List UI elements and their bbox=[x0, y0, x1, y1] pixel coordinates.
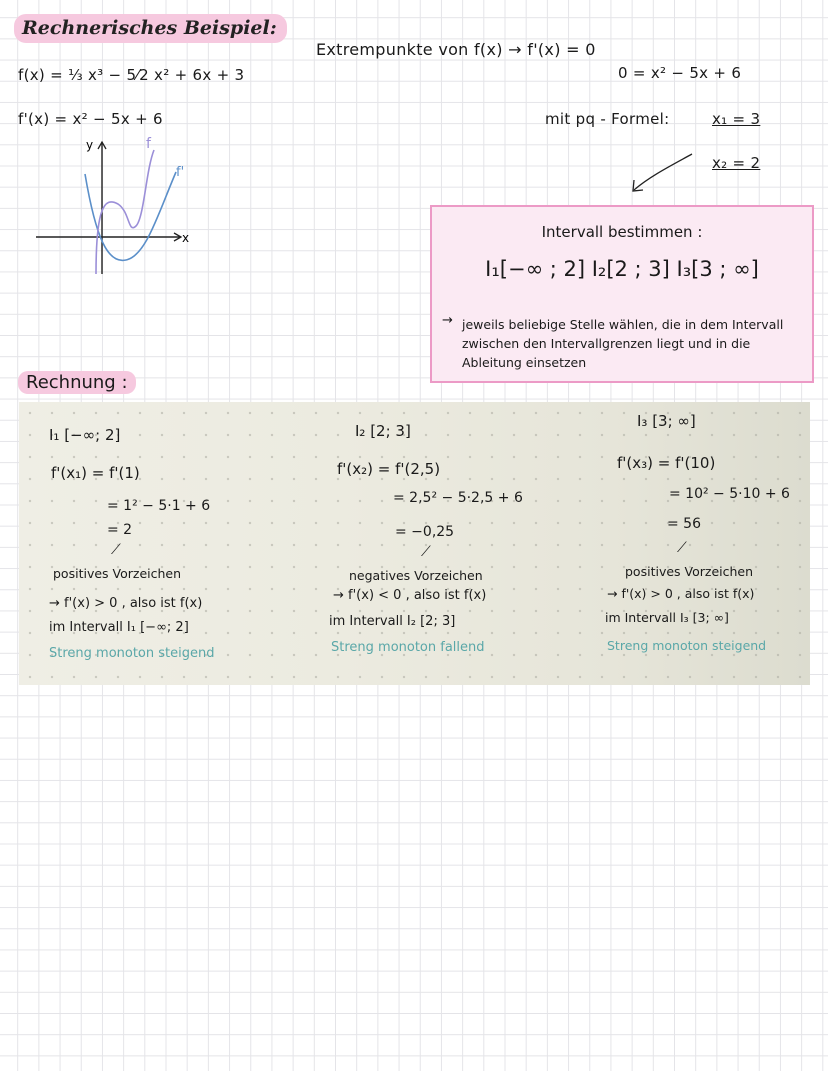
column-interval: I₃ [3; ∞] bbox=[637, 412, 696, 430]
root-x2: x₂ = 2 bbox=[712, 154, 761, 172]
function-graph bbox=[30, 134, 200, 274]
column-interval: I₂ [2; 3] bbox=[355, 422, 411, 440]
calc-step: = 10² − 5·10 + 6 bbox=[669, 486, 790, 502]
conclusion-interval: im Intervall I₁ [−∞; 2] bbox=[49, 620, 189, 635]
column-interval: I₁ [−∞; 2] bbox=[49, 426, 121, 444]
page-title: Rechnerisches Beispiel: bbox=[14, 14, 287, 43]
interval-list: I₁[−∞ ; 2] I₂[2 ; 3] I₃[3 ; ∞] bbox=[485, 257, 759, 281]
derivative-eval: f'(x₃) = f'(10) bbox=[617, 454, 716, 472]
sign-label: positives Vorzeichen bbox=[625, 564, 754, 579]
monotony-result: Streng monoton fallend bbox=[331, 640, 485, 655]
calc-result: = −0,25 bbox=[395, 524, 455, 540]
calc-column-3 bbox=[607, 402, 807, 685]
note-arrow-icon: → bbox=[442, 313, 453, 328]
calc-column-1 bbox=[49, 402, 289, 685]
tick-mark: ⟋ bbox=[111, 542, 121, 558]
derivative-definition: f'(x) = x² − 5x + 6 bbox=[18, 110, 163, 128]
fprime-label: f' bbox=[176, 165, 185, 180]
conclusion-interval: im Intervall I₂ [2; 3] bbox=[329, 614, 456, 629]
extrema-heading: Extrempunkte von f(x) → f'(x) = 0 bbox=[316, 40, 596, 59]
calc-step: = 2,5² − 5·2,5 + 6 bbox=[393, 490, 523, 506]
arrow-icon bbox=[626, 148, 696, 196]
f-label: f bbox=[146, 136, 151, 152]
fprime-curve bbox=[85, 172, 176, 260]
calc-column-2 bbox=[331, 402, 571, 685]
monotony-result: Streng monoton steigend bbox=[607, 638, 767, 653]
sign-label: positives Vorzeichen bbox=[53, 566, 182, 581]
interval-heading: Intervall bestimmen : bbox=[541, 223, 703, 241]
sign-label: negatives Vorzeichen bbox=[349, 568, 483, 583]
calculation-paper bbox=[19, 402, 810, 685]
conclusion-interval: im Intervall I₃ [3; ∞] bbox=[605, 610, 729, 625]
root-x1: x₁ = 3 bbox=[712, 110, 761, 128]
tick-mark: ⟋ bbox=[677, 540, 687, 556]
derivative-eval: f'(x₁) = f'(1) bbox=[51, 464, 140, 482]
conclusion-line: → f'(x) > 0 , also ist f(x) bbox=[49, 596, 203, 611]
pq-formula-label: mit pq - Formel: bbox=[545, 110, 670, 128]
calc-result: = 2 bbox=[107, 522, 133, 538]
y-axis-label: y bbox=[86, 138, 94, 152]
rechnung-label: Rechnung : bbox=[18, 371, 136, 394]
derivative-eval: f'(x₂) = f'(2,5) bbox=[337, 460, 441, 478]
f-curve bbox=[96, 150, 154, 274]
monotony-result: Streng monoton steigend bbox=[49, 646, 215, 661]
extrema-equation: 0 = x² − 5x + 6 bbox=[618, 64, 742, 82]
conclusion-line: → f'(x) > 0 , also ist f(x) bbox=[607, 586, 755, 601]
conclusion-line: → f'(x) < 0 , also ist f(x) bbox=[333, 588, 487, 603]
interval-box bbox=[430, 205, 814, 383]
tick-mark: ⟋ bbox=[421, 544, 431, 560]
calc-step: = 1² − 5·1 + 6 bbox=[107, 498, 211, 514]
calc-result: = 56 bbox=[667, 516, 701, 532]
function-definition: f(x) = ⅓ x³ − 5⁄2 x² + 6x + 3 bbox=[18, 66, 245, 84]
interval-note: jeweils beliebige Stelle wählen, die in dem Intervall zwischen den Intervallgrenzen liegt und in die Ableitung einsetzen bbox=[462, 317, 784, 370]
x-axis-label: x bbox=[182, 231, 190, 245]
